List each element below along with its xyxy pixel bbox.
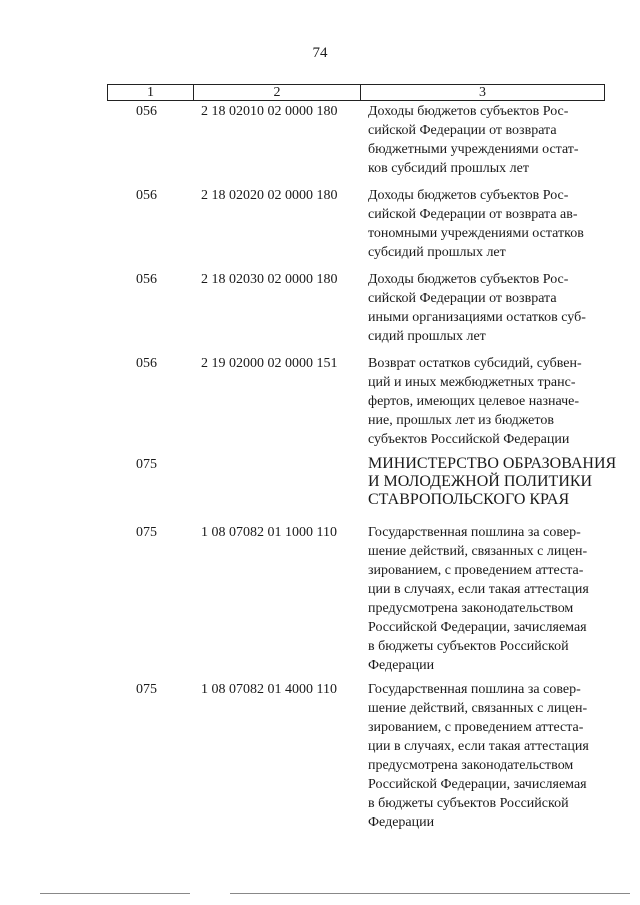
admin-code: 056: [136, 356, 157, 371]
description-line: Федерации: [368, 815, 435, 830]
budget-code: 2 18 02020 02 0000 180: [201, 188, 338, 203]
admin-code: 075: [136, 525, 157, 540]
row-description: [368, 354, 610, 449]
row-description: [368, 186, 610, 262]
description-line: тономными учреждениями остатков: [368, 226, 584, 241]
description-line: Государственная пошлина за совер-: [368, 525, 581, 540]
row-description: [368, 102, 610, 178]
budget-code: 2 19 02000 02 0000 151: [201, 356, 338, 371]
description-line: Государственная пошлина за совер-: [368, 682, 581, 697]
description-line: Федерации: [368, 658, 435, 673]
heading-line: И МОЛОДЕЖНОЙ ПОЛИТИКИ: [368, 473, 593, 490]
header-col-3: 3: [479, 85, 486, 100]
description-line: Возврат остатков субсидий, субвен-: [368, 356, 582, 371]
description-line: сидий прошлых лет: [368, 329, 486, 344]
heading-line: СТАВРОПОЛЬСКОГО КРАЯ: [368, 491, 570, 508]
admin-code: 056: [136, 188, 157, 203]
description-line: зированием, с проведением аттеста-: [368, 720, 584, 735]
description-line: ции в случаях, если такая аттестация: [368, 739, 589, 754]
header-col-1: 1: [108, 85, 194, 100]
admin-code: 075: [136, 457, 157, 472]
page-edge-line: [40, 893, 190, 894]
description-line: предусмотрена законодательством: [368, 601, 574, 616]
budget-code: 1 08 07082 01 4000 110: [201, 682, 337, 697]
row-description: [368, 270, 610, 346]
description-line: ций и иных межбюджетных транс-: [368, 375, 576, 390]
heading-line: МИНИСТЕРСТВО ОБРАЗОВАНИЯ: [368, 455, 617, 472]
admin-code: 056: [136, 272, 157, 287]
description-line: Доходы бюджетов субъектов Рос-: [368, 104, 569, 119]
description-line: шение действий, связанных с лицен-: [368, 701, 588, 716]
page-edge-line: [230, 893, 630, 894]
admin-code: 056: [136, 104, 157, 119]
page-number: 74: [312, 45, 328, 61]
description-line: Российской Федерации, зачисляемая: [368, 620, 587, 635]
description-line: субсидий прошлых лет: [368, 245, 506, 260]
row-description: [368, 523, 610, 675]
description-line: предусмотрена законодательством: [368, 758, 574, 773]
table-header: [107, 84, 605, 101]
description-line: ков субсидий прошлых лет: [368, 161, 529, 176]
description-line: сийской Федерации от возврата: [368, 291, 557, 306]
description-line: ние, прошлых лет из бюджетов: [368, 413, 554, 428]
description-line: в бюджеты субъектов Российской: [368, 639, 569, 654]
description-line: шение действий, связанных с лицен-: [368, 544, 588, 559]
description-line: Доходы бюджетов субъектов Рос-: [368, 272, 569, 287]
ministry-heading: [368, 455, 617, 509]
description-line: Российской Федерации, зачисляемая: [368, 777, 587, 792]
description-line: сийской Федерации от возврата ав-: [368, 207, 578, 222]
description-line: бюджетными учреждениями остат-: [368, 142, 579, 157]
budget-code: 2 18 02010 02 0000 180: [201, 104, 338, 119]
description-line: Доходы бюджетов субъектов Рос-: [368, 188, 569, 203]
description-line: в бюджеты субъектов Российской: [368, 796, 569, 811]
row-description: [368, 680, 610, 832]
description-line: субъектов Российской Федерации: [368, 432, 570, 447]
description-line: иными организациями остатков суб-: [368, 310, 586, 325]
budget-code: 2 18 02030 02 0000 180: [201, 272, 338, 287]
description-line: фертов, имеющих целевое назначе-: [368, 394, 580, 409]
budget-code: 1 08 07082 01 1000 110: [201, 525, 337, 540]
description-line: ции в случаях, если такая аттестация: [368, 582, 589, 597]
header-col-2: 2: [194, 85, 361, 100]
admin-code: 075: [136, 682, 157, 697]
description-line: зированием, с проведением аттеста-: [368, 563, 584, 578]
description-line: сийской Федерации от возврата: [368, 123, 557, 138]
